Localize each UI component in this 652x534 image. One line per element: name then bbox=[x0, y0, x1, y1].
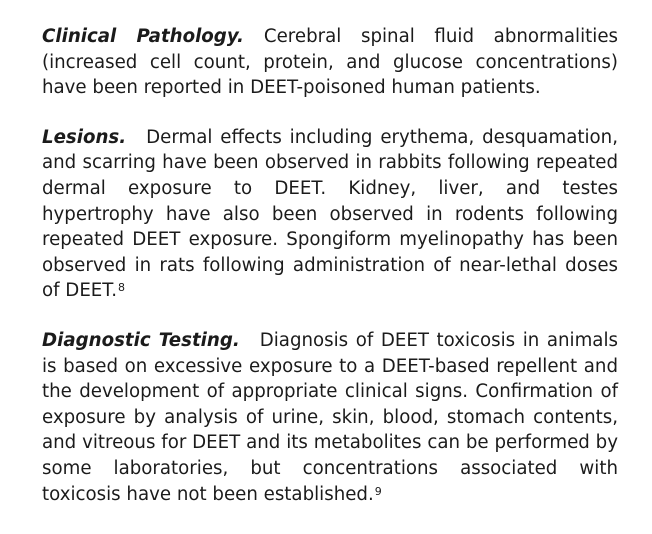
section-diagnostic-testing bbox=[42, 328, 618, 507]
document-page bbox=[42, 24, 618, 507]
section-clinical-pathology bbox=[42, 24, 618, 101]
section-heading: Clinical Pathology. bbox=[42, 26, 244, 47]
section-heading: Lesions. bbox=[42, 126, 127, 148]
reference-superscript: 8 bbox=[118, 281, 126, 295]
reference-superscript: 9 bbox=[374, 484, 382, 498]
section-body: Cerebral spinal fluid abnormalities (increased cell count, protein, and glucose concentrations) have been reported in DEET-poisoned human patients. bbox=[42, 26, 618, 99]
section-heading: Diagnostic Testing. bbox=[42, 329, 240, 351]
section-lesions bbox=[42, 125, 618, 304]
section-body: Diagnosis of DEET toxicosis in animals is based on excessive exposure to a DEET-based repellent and the development of appropriate clinical signs. Confirmation of exposure by analysis of urine, skin, blood, stomach contents, and vitreous for DEET and its metabolites can be performed by some laboratories, but concentrations associated with toxicosis have not been established. bbox=[42, 329, 618, 505]
section-body: Dermal effects including erythema, desquamation, and scarring have been observed in rabbits following repeated dermal exposure to DEET. Kidney, liver, and testes hypertrophy have also been observed in rodents following repeated DEET exposure. Spongiform myelinopathy has been observed in rats following administration of near-lethal doses of DEET. bbox=[42, 126, 618, 302]
